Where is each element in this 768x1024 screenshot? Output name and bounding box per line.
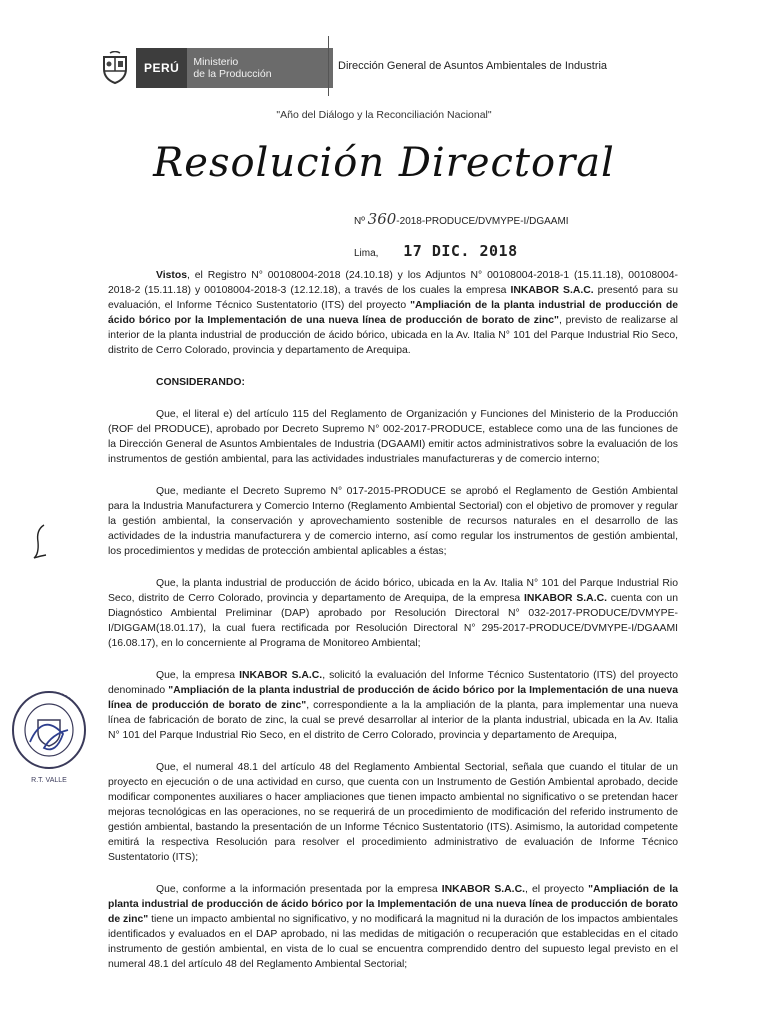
considerando-heading: CONSIDERANDO: <box>156 377 245 388</box>
paragraph-text: tiene un impacto ambiental no significativo, y no modificará la magnitud ni la duración de los impactos ambientales identificados y evaluados en el DAP aprobado, ni las medidas de mitigación o recuperación que establecidas en el citado instrumento de gestión ambiental, en vista de lo cual se encuentra comprendido dentro del supuesto legal previsto en el numeral 48.1 del artículo 48 del Reglamento Ambiental Sectorial; <box>108 914 678 970</box>
ministry-line-2: de la Producción <box>193 68 272 80</box>
paragraph-text: , el Registro N° 00108004-2018 (24.10.18) y los Adjuntos N° 00108004-2018-1 (15.11.18), 00108004-2018-2 (15.11.18) y 00108004-2018-3 (12.12.18), a través de los cuales la empresa <box>108 270 678 296</box>
paragraph-text: presentó para su evaluación, el Informe Técnico Sustentatorio (ITS) del proyecto <box>108 285 678 311</box>
paragraph-text: Que, conforme a la información presentada por la empresa <box>156 884 442 895</box>
project-name: "Ampliación de la planta industrial de producción de ácido bórico por la Implementación de una nueva línea de producción de borato de zinc" <box>108 300 678 326</box>
vistos-lead: Vistos <box>156 270 187 281</box>
paragraph-text: cuenta con un Diagnóstico Ambiental Preliminar (DAP) aprobado por Resolución Directoral N° 032-2017-PRODUCE/DVMYPE-I/DIGGAM(18.01.17), la cual fuera rectificada por Resolución Directoral N° 295-2017-PRODUCE/DVMYPE-I/DGAAMI (16.08.17), en lo concerniente al Programa de Monitoreo Ambiental; <box>108 593 678 649</box>
paragraph-vistos <box>108 268 678 358</box>
resolution-code: -2018-PRODUCE/DVMYPE-I/DGAAMI <box>396 216 569 227</box>
ministry-header <box>100 44 333 92</box>
paragraph-text: Que, la planta industrial de producción de ácido bórico, ubicada en la Av. Italia N° 101 del Parque Industrial Rio Seco, distrito de Cerro Colorado, provincia y departamento de Arequipa, de la empresa <box>108 578 678 604</box>
peru-label: PERÚ <box>136 48 187 88</box>
resolution-number-handwritten: 360 <box>367 210 397 228</box>
company-name: INKABOR S.A.C. <box>524 593 607 604</box>
handwritten-initial-mark <box>30 522 52 562</box>
paragraph-3 <box>108 576 678 651</box>
ministry-line-1: Ministerio <box>193 56 239 68</box>
paragraph-6 <box>108 882 678 972</box>
resolution-number <box>354 210 569 228</box>
header-divider <box>328 36 329 96</box>
paragraph-4 <box>108 668 678 743</box>
paragraph-2: Que, mediante el Decreto Supremo N° 017-2015-PRODUCE se aprobó el Reglamento de Gestión Ambiental para la Industria Manufacturera y Comercio Interno (Reglamento Ambiental Sectorial) con el objetivo de promover y regular la gestión ambiental, la conservación y aprovechamiento sostenible de recursos naturales en el desarrollo de las actividades de la industria manufacturera y de comercio interno, así como regular los instrumentos de gestión ambiental, los procedimientos y medidas de protección ambiental aplicables a éstas; <box>108 486 678 557</box>
document-body <box>108 268 678 989</box>
paragraph-text: , previsto de realizarse al interior de la planta industrial de producción de ácido bórico, ubicada en la Av. Italia N° 101 del Parque Industrial Rio Seco, distrito de Cerro Colorado, provincia y departamento de Arequipa. <box>108 315 678 356</box>
company-name: INKABOR S.A.C. <box>239 670 323 681</box>
paragraph-text: Que, la empresa <box>156 670 240 681</box>
paragraph-1: Que, el literal e) del artículo 115 del Reglamento de Organización y Funciones del Ministerio de la Producción (ROF del PRODUCE), aprobado por Decreto Supremo N° 002-2017-PRODUCE, establece como una de las funciones de la Dirección General de Asuntos Ambientales de Industria (DGAAMI) emitir actos administrativos sobre la evaluación de los instrumentos de gestión ambiental, para las actividades industriales manufactureras y de comercio interno; <box>108 409 678 465</box>
resolution-date-line <box>354 242 518 260</box>
coat-of-arms-icon <box>100 51 130 85</box>
resolution-number-prefix: Nº <box>354 216 365 227</box>
year-motto: "Año del Diálogo y la Reconciliación Nacional" <box>276 109 492 121</box>
paragraph-text: , solicitó la evaluación del Informe Técnico Sustentatorio (ITS) del proyecto denominado <box>108 670 679 696</box>
company-name: INKABOR S.A.C. <box>510 285 594 296</box>
official-seal-stamp <box>8 682 90 790</box>
paragraph-5: Que, el numeral 48.1 del artículo 48 del Reglamento Ambiental Sectorial, señala que cuando el titular de un proyecto en ejecución o de una actividad en curso, que cuenta con un Instrumento de Gestión Ambiental aprobado, decide modificar componentes auxiliares o hacer ampliaciones que tienen impacto ambiental no significativo o se pretendan hacer mejoras tecnológicas en las operaciones, no se requerirá de un procedimiento de modificación del referido instrumento de gestión ambiental, bastando la presentación de un Informe Técnico Sustentatorio (ITS). Asimismo, la autoridad competente emitirá la respectiva Resolución para resolver el procedimiento administrativo de evaluación de Informe Técnico Sustentatorio (ITS); <box>108 762 678 863</box>
company-name: INKABOR S.A.C. <box>441 884 525 895</box>
directorate-name: Dirección General de Asuntos Ambientales de Industria <box>338 60 608 72</box>
document-title: Resolución Directoral <box>153 140 615 186</box>
ministry-label <box>187 48 333 88</box>
paragraph-text: , el proyecto <box>524 884 589 895</box>
project-name: "Ampliación de la planta industrial de producción de ácido bórico por la Implementación de una nueva línea de producción de borato de zinc" <box>108 685 678 711</box>
paragraph-text: , correspondiente a la la ampliación de la planta, para implementar una nueva línea de fabricación de borato de zinc, la cual se prevé desarrollar al interior de la planta industrial, ubicada en la Av. Italia N° 101 del Parque Industrial Rio Seco, en el distrito de Cerro Colorado, provincia y departamento de Arequipa, <box>108 700 679 741</box>
project-name: "Ampliación de la planta industrial de producción de ácido bórico por la Implementación de una nueva línea de producción de borato de zinc" <box>108 884 678 925</box>
date-stamp: 17 DIC. 2018 <box>403 242 518 260</box>
city-label: Lima, <box>354 248 379 259</box>
stamp-signer: R.T. VALLE <box>31 777 67 784</box>
